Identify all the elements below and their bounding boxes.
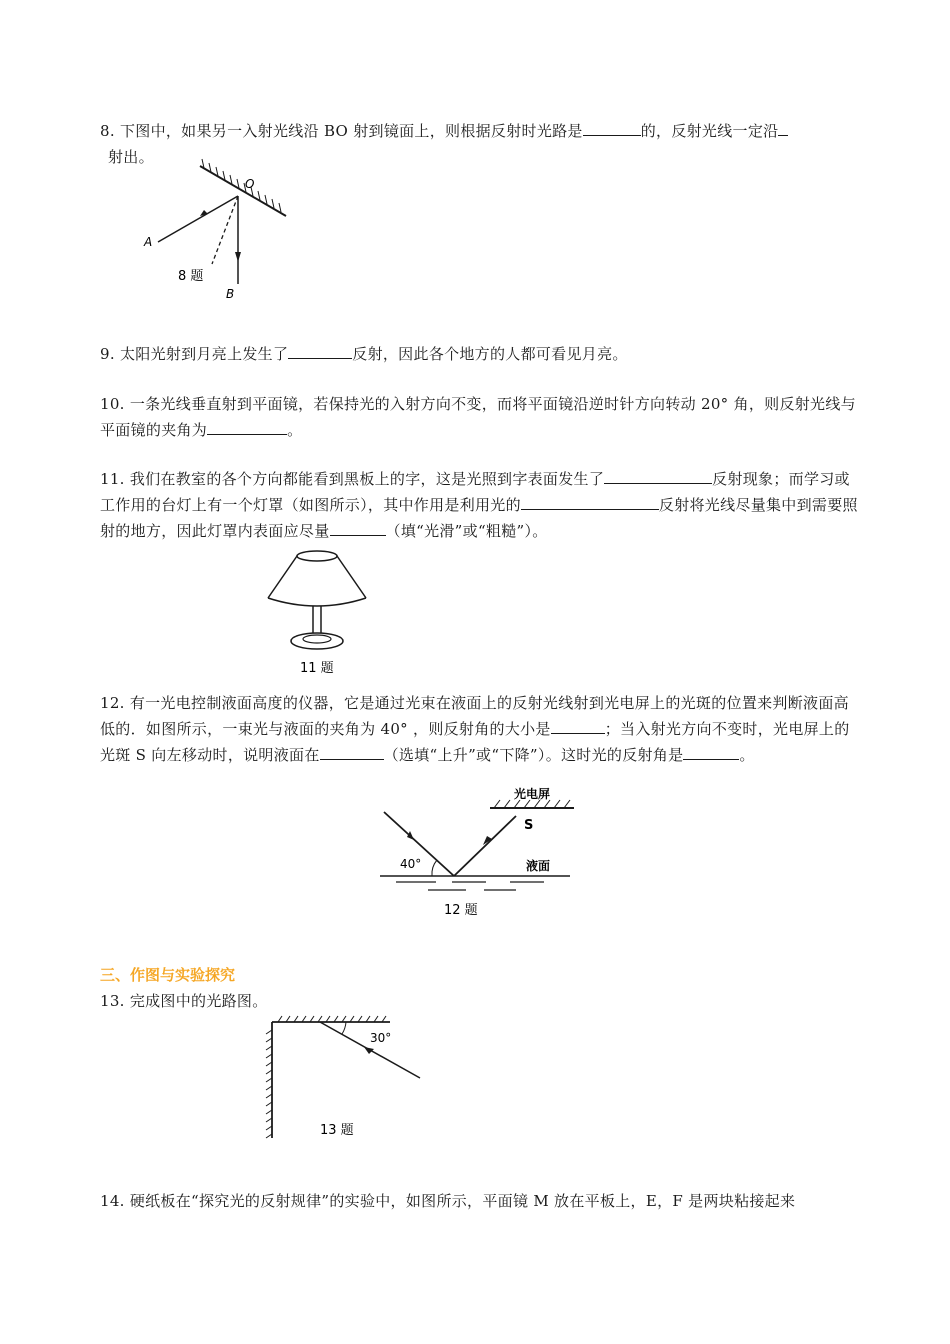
answer-blank[interactable]: [778, 119, 788, 136]
question-14: [100, 1188, 858, 1214]
question-11-text-a: 11. 我们在教室的各个方向都能看到黑板上的字，这是光照到字表面发生了: [100, 470, 605, 488]
figure-8-diagram: [138, 166, 298, 306]
question-10: [100, 391, 858, 443]
question-11-text-c: 反射将光线尽量集中到需要照射的地方，因此灯罩内表面应尽量: [100, 496, 858, 540]
figure-12-angle-label: 40°: [400, 857, 422, 871]
section-heading: 三、作图与实验探究: [100, 966, 236, 984]
question-12-text-a: 12. 有一光电控制液面高度的仪器，它是通过光束在液面上的反射光线射到光电屏上的光斑的位置来判断液面高低的．如图所示，一束光与液面的夹角为 40° ，则反射角的大小是: [100, 694, 849, 738]
question-8-text-a: 8. 下图中，如果另一入射光线沿 BO 射到镜面上，则根据反射时光路是: [100, 122, 583, 140]
figure-11-lamp: [262, 542, 372, 680]
question-12: [100, 690, 858, 768]
question-13-text-a: 13. 完成图中的光路图。: [100, 992, 268, 1010]
figure-13-diagram: [262, 1016, 432, 1146]
figure-8: [138, 166, 298, 306]
figure-12-caption: 12 题: [444, 903, 478, 918]
question-10-text-a: 10. 一条光线垂直射到平面镜，若保持光的入射方向不变，而将平面镜沿逆时针方向转动 20° 角，则反射光线与平面镜的夹角为: [100, 395, 856, 439]
question-9: [100, 341, 858, 367]
figure-11-caption: 11 题: [300, 661, 334, 676]
question-11-text-b: 反射现象；而学习或工作用的台灯上有一个灯罩（如图所示），其中作用是利用光的: [100, 470, 850, 514]
question-14-text-a: 14. 硬纸板在“探究光的反射规律”的实验中，如图所示，平面镜 M 放在平板上，E，F 是两块粘接起来: [100, 1192, 796, 1210]
answer-blank[interactable]: [320, 743, 384, 760]
question-11-text-d: （填“光滑”或“粗糙”）。: [385, 522, 548, 540]
question-12-text-b: ；当入射光方向不变时，光电屏上的光斑 S 向左移动时，说明液面在: [100, 720, 850, 764]
question-12-text-c: （选填“上升”或“下降”）。这时光的反射角是: [383, 746, 684, 764]
question-9-text-a: 9. 太阳光射到月亮上发生了: [100, 345, 289, 363]
answer-blank[interactable]: [207, 418, 287, 435]
answer-blank[interactable]: [683, 743, 739, 760]
figure-13-caption: 13 题: [320, 1123, 354, 1138]
question-9-text-b: 反射，因此各个地方的人都可看见月亮。: [352, 345, 628, 363]
question-13: [100, 988, 858, 1014]
figure-8-point-a: A: [144, 235, 153, 249]
figure-12-diagram: [380, 786, 580, 922]
answer-blank[interactable]: [330, 519, 386, 536]
figure-13-angle-label: 30°: [370, 1031, 392, 1045]
figure-8-caption: 8 题: [178, 269, 204, 284]
figure-12-screen-label: 光电屏: [514, 787, 551, 801]
figure-13: [262, 1016, 432, 1146]
answer-blank[interactable]: [521, 493, 659, 510]
figure-11: [262, 542, 372, 680]
figure-12: [380, 786, 580, 922]
question-12-text-d: 。: [739, 746, 755, 764]
question-8: [100, 118, 858, 170]
figure-8-point-b: B: [226, 287, 235, 301]
question-8-text-c: 射出。: [108, 148, 154, 166]
question-8-text-b: 的，反射光线一定沿: [640, 122, 779, 140]
answer-blank[interactable]: [604, 467, 712, 484]
figure-12-spot-label: S: [524, 818, 534, 833]
question-10-text-b: 。: [287, 421, 303, 439]
answer-blank[interactable]: [551, 717, 605, 734]
figure-12-surface-label: 液面: [526, 859, 551, 873]
answer-blank[interactable]: [288, 342, 352, 359]
question-11: [100, 466, 858, 544]
figure-8-point-o: O: [245, 177, 255, 191]
answer-blank[interactable]: [583, 119, 641, 136]
